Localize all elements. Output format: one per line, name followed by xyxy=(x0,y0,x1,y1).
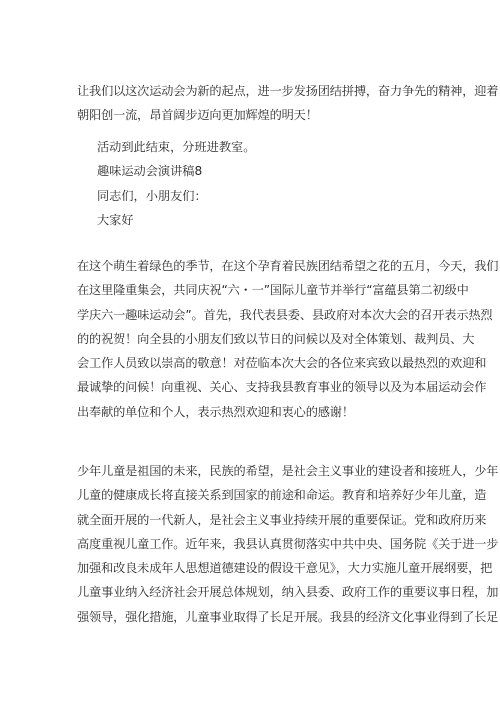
paragraph-line: 加强和改良未成年人思想道德建设的假设干意见》，大力实施儿童开展纲要，把 xyxy=(77,561,493,576)
paragraph-line: 少年儿童是祖国的未来，民族的希望，是社会主义事业的建设者和接班人，少年 xyxy=(77,464,499,478)
paragraph-line: 在这里隆重集会，共同庆祝“六・一”国际儿童节并举行“富蕴县第二初级中 xyxy=(77,283,469,298)
paragraph-line: 儿童的健康成长将直接关系到国家的前途和命运。教育和培养好少年儿童，造 xyxy=(77,488,487,503)
paragraph-line: 的的祝贺！向全县的小朋友们致以节日的问候以及对全体策划、裁判员、大 xyxy=(77,331,475,346)
paragraph-line: 强领导，强化措施，儿童事业取得了长足开展。我县的经济文化事业得到了长足 xyxy=(77,609,499,624)
paragraph-line: 儿童事业纳入经济社会开展总体规划，纳入县委、政府工作的重要议事日程，加 xyxy=(77,585,499,600)
paragraph-line: 最诚挚的问候！向重视、关心、支持我县教育事业的领导以及为本届运动会作 xyxy=(77,380,487,395)
paragraph-children xyxy=(77,459,499,629)
doc-title: 趣味运动会演讲稿8 xyxy=(97,164,203,178)
closing-line: 活动到此结束，分班进教室。 xyxy=(97,140,256,154)
paragraph-continuation xyxy=(77,79,499,128)
paragraph-line: 朝阳创一流，昂首阔步迈向更加辉煌的明天！ xyxy=(77,108,318,123)
paragraph-line: 在这个萌生着绿色的季节，在这个孕育着民族团结希望之花的五月，今天，我们 xyxy=(77,259,499,273)
paragraph-line: 让我们以这次运动会为新的起点，进一步发扬团结拼搏，奋力争先的精神，迎着 xyxy=(77,84,499,98)
paragraph-line: 学庆六一趣味运动会”。首先，我代表县委、县政府对本次大会的召开表示热烈 xyxy=(77,307,493,322)
greeting: 大家好 xyxy=(97,213,134,227)
paragraph-line: 出奉献的单位和个人，表示热烈欢迎和衷心的感谢！ xyxy=(77,404,354,419)
paragraph-line: 就全面开展的一代新人，是社会主义事业持续开展的重要保证。党和政府历来 xyxy=(77,512,487,527)
paragraph-line: 高度重视儿童工作。近年来，我县认真贯彻落实中共中央、国务院《关于进一步 xyxy=(77,536,499,551)
paragraph-opening xyxy=(77,254,499,424)
paragraph-line: 会工作人员致以崇高的敬意！对莅临本次大会的各位来宾致以最热烈的欢迎和 xyxy=(77,356,487,371)
salutation: 同志们，小朋友们： xyxy=(97,189,207,203)
